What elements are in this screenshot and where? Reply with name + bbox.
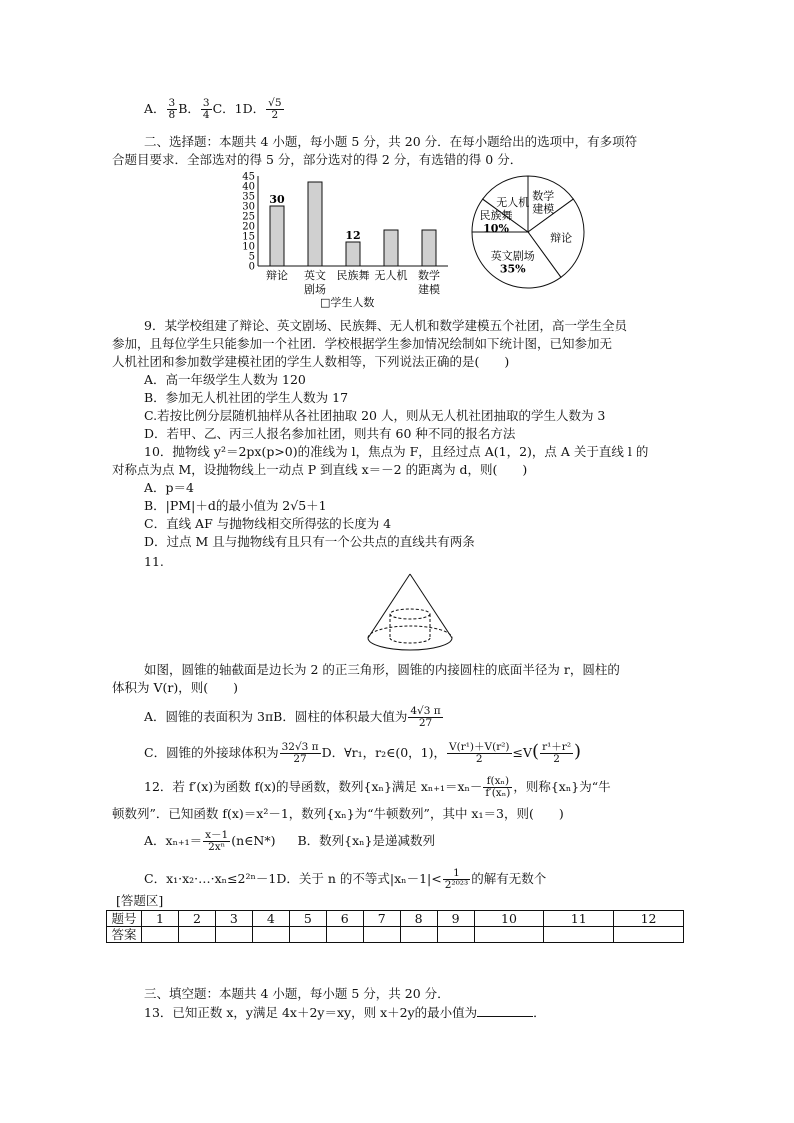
- answer-cell[interactable]: [178, 927, 215, 943]
- fraction-denominator: 27: [293, 753, 307, 765]
- q11-option-b-fraction: [408, 706, 442, 729]
- fraction-denominator: 8: [168, 109, 176, 121]
- fraction-numerator: √5: [268, 97, 282, 109]
- fraction-numerator: 3: [202, 97, 210, 109]
- fraction-numerator: 32√3 π: [281, 741, 319, 753]
- x-tick-label: 辩论: [266, 269, 288, 282]
- q10-option-b: B．|PM|＋d的最小值为 2√5＋1: [144, 498, 327, 513]
- q9-option-d: D．若甲、乙、丙三人报名参加社团，则共有 60 种不同的报名方法: [144, 426, 516, 441]
- answer-cell[interactable]: [544, 927, 614, 943]
- y-tick-label: 10: [242, 241, 255, 253]
- x-tick-label: 英文: [304, 269, 326, 282]
- question-number-cell: 3: [215, 911, 252, 927]
- q13-text: 13．已知正数 x，y满足 4x＋2y＝xy，则 x＋2y的最小值为: [144, 1005, 478, 1020]
- section2-line1: 二、选择题：本题共 4 小题，每小题 5 分，共 20 分．在每小题给出的选项中，有多项符: [144, 134, 638, 149]
- answer-cell[interactable]: [326, 927, 363, 943]
- answer-cell[interactable]: [215, 927, 252, 943]
- q9-stem-line2: 参加，且每位学生只能参加一个社团．学校根据学生参加情况绘制如下统计图，已知参加无: [112, 336, 613, 351]
- q11-option-d: D．∀r₁，r₂∈(0，1)，: [321, 745, 447, 760]
- section2-line2: 合题目要求．全部选对的得 5 分，部分选对的得 2 分，有选错的得 0 分．: [112, 152, 523, 167]
- q8-option-a-prefix: A．: [144, 101, 166, 116]
- pie-slice-label: 建模: [532, 202, 555, 216]
- fraction-numerator: r¹＋r²: [542, 741, 572, 753]
- q9-option-a: A．高一年级学生人数为 120: [144, 372, 306, 387]
- bar: [346, 242, 360, 266]
- fraction-denominator: 27: [418, 717, 433, 729]
- pie-slice-label: 数学: [532, 189, 555, 203]
- q11-stem-line1: 如图，圆锥的轴截面是边长为 2 的正三角形，圆锥的内接圆柱的底面半径为 r，圆柱的: [144, 662, 620, 677]
- section3-header: 三、填空题：本题共 4 小题，每小题 5 分，共 20 分．: [144, 986, 450, 1001]
- q8-options: [144, 98, 285, 121]
- q8-option-b-prefix: B．: [178, 101, 200, 116]
- q8-option-a-fraction: [167, 98, 178, 121]
- q12-option-a-fraction: [203, 830, 230, 853]
- y-tick-label: 0: [248, 261, 255, 273]
- bar: [308, 182, 322, 266]
- q11-option-b: B．圆柱的体积最大值为: [273, 709, 408, 724]
- answer-table-answer-row: [107, 927, 684, 943]
- q12-option-a-tail: (n∈N*): [231, 833, 276, 848]
- q9-stem-line3: 人机社团和参加数学建模社团的学生人数相等，下列说法正确的是( ): [112, 354, 510, 369]
- question-number-cell: 4: [252, 911, 289, 927]
- answer-row-label: 题号: [107, 911, 142, 927]
- answer-table: [106, 910, 684, 943]
- y-tick-label: 45: [242, 171, 255, 183]
- q11-option-c-fraction: [280, 742, 321, 765]
- y-tick-label: 40: [242, 181, 255, 193]
- q13-answer-blank[interactable]: [477, 1004, 533, 1017]
- q12-newton-fraction: [483, 776, 512, 799]
- fraction-numerator: x－1: [205, 829, 229, 841]
- q12-option-a: A．xₙ₊₁＝: [144, 833, 203, 848]
- answer-area-title: [答题区]: [116, 893, 164, 908]
- fraction-denominator: 2: [553, 753, 560, 765]
- q11-number: 11.: [144, 554, 164, 569]
- bar: [270, 206, 284, 266]
- pie-slice-label: 无人机: [496, 196, 530, 210]
- q11-options-ab: [144, 706, 444, 729]
- answer-cell[interactable]: [142, 927, 179, 943]
- q9-option-b: B．参加无人机社团的学生人数为 17: [144, 390, 349, 405]
- bar-chart-legend: □学生人数: [320, 296, 375, 309]
- q12-option-b: B．数列{xₙ}是递减数列: [297, 833, 436, 848]
- q9-option-c: C.若按比例分层随机抽样从各社团抽取 20 人，则从无人机社团抽取的学生人数为 3: [144, 408, 606, 423]
- y-tick-label: 35: [242, 191, 255, 203]
- answer-cell[interactable]: [252, 927, 289, 943]
- pie-slice-label: 英文剧场: [490, 249, 535, 263]
- question-number-cell: 2: [178, 911, 215, 927]
- answer-cell[interactable]: [289, 927, 326, 943]
- question-number-cell: 7: [363, 911, 400, 927]
- pie-percent-label: 35%: [499, 262, 526, 276]
- q12-stem-line2: 顿数列”．已知函数 f(x)＝x²－1，数列{xₙ}为“牛顿数列”，其中 x₁＝3，则( ): [112, 806, 564, 821]
- fraction-numerator: 3: [168, 97, 176, 109]
- x-tick-label: 数学: [418, 269, 440, 282]
- q13-stem: [144, 1004, 546, 1021]
- q12-options-ab: [144, 830, 435, 853]
- q8-option-b-fraction: [201, 98, 212, 121]
- fraction-denominator: 2xⁿ: [208, 841, 226, 853]
- fraction-numerator: 1: [443, 868, 471, 880]
- y-tick-label: 15: [242, 231, 255, 243]
- y-tick-label: 30: [242, 201, 255, 213]
- q10-stem-line1: 10．抛物线 y²＝2px(p>0)的准线为 l，焦点为 F，且经过点 A(1，2)，点 A 关于直线 l 的: [144, 444, 649, 459]
- q12-options-cd: [144, 868, 546, 891]
- q11-option-d-le: ≤V: [512, 745, 533, 760]
- fraction-denominator: 4: [202, 109, 210, 121]
- q8-option-d-prefix: D．: [242, 101, 266, 116]
- cone-cylinder-figure: [360, 570, 460, 656]
- y-tick-label: 5: [248, 251, 255, 263]
- q11-option-a: A．圆锥的表面积为 3π: [144, 709, 274, 724]
- q11-option-d-fraction: [447, 742, 512, 765]
- question-number-cell: 10: [474, 911, 544, 927]
- question-number-cell: 11: [544, 911, 614, 927]
- q10-option-a: A．p＝4: [144, 480, 194, 495]
- q12-option-c: C．x₁·x₂·…·xₙ≤2²ⁿ－1: [144, 871, 277, 886]
- q11-option-d-rhs-fraction: [540, 742, 573, 765]
- answer-cell[interactable]: [614, 927, 684, 943]
- q10-option-c: C．直线 AF 与抛物线相交所得弦的长度为 4: [144, 516, 392, 531]
- q11-options-cd: C．圆锥的外接球体积为 $\frac{32√3 \pi}{27}$ D．∀r₁，r₂∈(0，1)， $\frac{\text{V(r¹)＋V(r²)}}{2}$ ≤V( $\frac{\text{r¹＋r²}}{2}$ ): [144, 741, 582, 765]
- y-tick-label: 25: [242, 211, 255, 223]
- answer-cell[interactable]: [400, 927, 437, 943]
- question-number-cell: 6: [326, 911, 363, 927]
- question-number-cell: 9: [437, 911, 474, 927]
- x-tick-label: 建模: [418, 283, 440, 296]
- fraction-numerator: V(r¹)＋V(r²): [449, 741, 510, 753]
- fraction-denominator: 2: [271, 109, 279, 121]
- q11-stem-line2: 体积为 V(r)，则( ): [112, 680, 238, 695]
- q12-option-d-fraction: [443, 868, 471, 891]
- bar: [384, 230, 398, 266]
- x-tick-label: 剧场: [304, 283, 326, 296]
- answer-table-number-row: [107, 911, 684, 927]
- q12-option-d-tail: 的解有无数个: [471, 871, 547, 886]
- fraction-numerator: f(xₙ): [483, 776, 512, 788]
- bar-data-label: 12: [345, 229, 361, 242]
- question-number-cell: 12: [614, 911, 684, 927]
- q10-option-d: D．过点 M 且与抛物线有且只有一个公共点的直线共有两条: [144, 534, 475, 549]
- x-tick-label: 民族舞: [336, 269, 370, 282]
- q12-stem-line1-b: ，则称{xₙ}为“牛: [513, 779, 611, 794]
- q13-end: ．: [533, 1005, 546, 1020]
- pie-slice-label: 辩论: [550, 231, 573, 245]
- fraction-numerator: 4√3 π: [410, 705, 441, 717]
- pie-slice-label: 民族舞: [479, 209, 513, 223]
- question-number-cell: 5: [289, 911, 326, 927]
- x-tick-label: 无人机: [374, 269, 408, 282]
- fraction-denominator: 2: [475, 753, 483, 765]
- bar-chart: [228, 170, 458, 312]
- question-number-cell: 1: [142, 911, 179, 927]
- answer-cell[interactable]: [437, 927, 474, 943]
- fraction-denominator: 2²⁰²³: [444, 879, 469, 891]
- y-tick-label: 20: [242, 221, 255, 233]
- q12-option-d: D．关于 n 的不等式|xₙ－1|<: [276, 871, 442, 886]
- bar-data-label: 30: [269, 193, 285, 206]
- q11-option-c: C．圆锥的外接球体积为: [144, 745, 279, 760]
- q12-stem-line1: [144, 776, 611, 799]
- fraction-denominator: f′(xₙ): [485, 787, 511, 799]
- q12-stem-line1-a: 12．若 f′(x)为函数 f(x)的导函数，数列{xₙ}满足 xₙ₊₁＝xₙ－: [144, 779, 483, 794]
- question-number-cell: 8: [400, 911, 437, 927]
- q8-option-c: C．1: [212, 101, 243, 116]
- answer-cell[interactable]: [363, 927, 400, 943]
- q8-option-d-fraction: [266, 98, 283, 121]
- bar: [422, 230, 436, 266]
- pie-chart: [470, 170, 588, 294]
- q10-stem-line2: 对称点为点 M，设抛物线上一动点 P 到直线 x＝－2 的距离为 d，则( ): [112, 462, 528, 477]
- answer-cell[interactable]: [474, 927, 544, 943]
- pie-percent-label: 10%: [483, 222, 509, 236]
- answer-row-label: 答案: [107, 927, 142, 943]
- q9-stem-line1: 9．某学校组建了辩论、英文剧场、民族舞、无人机和数学建模五个社团，高一学生全员: [144, 318, 627, 333]
